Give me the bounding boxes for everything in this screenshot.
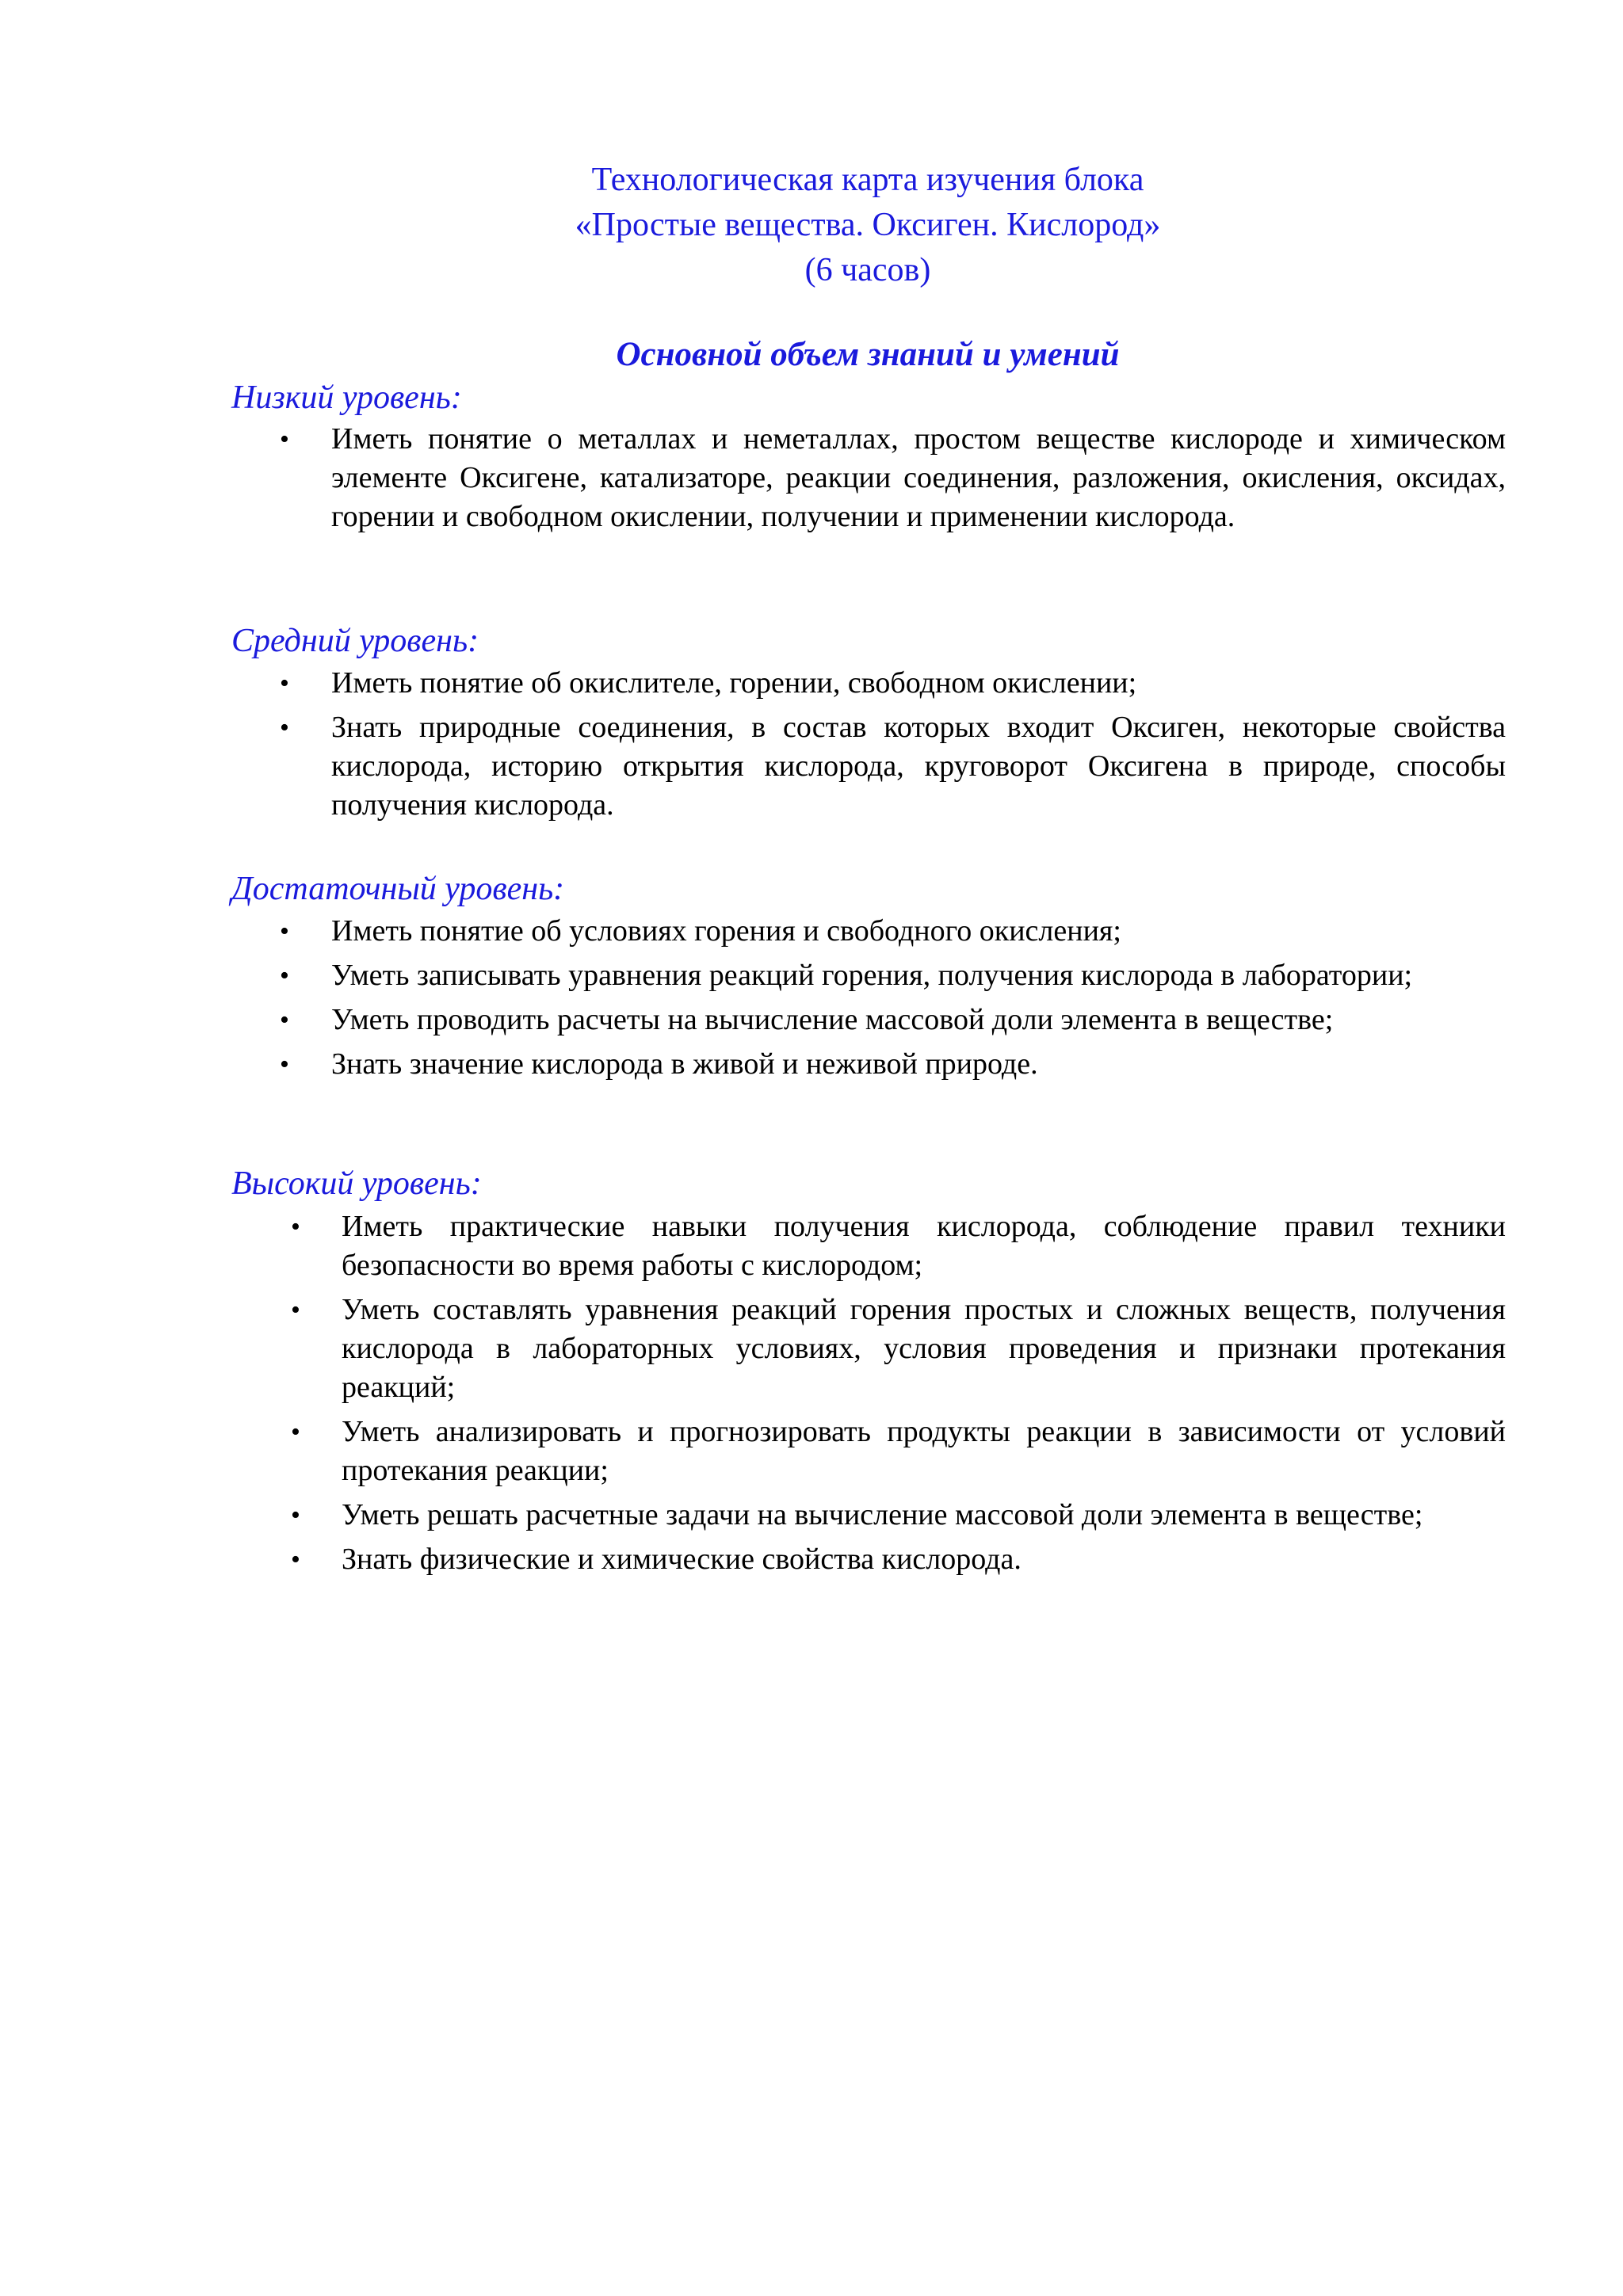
bullet-icon: • <box>291 1295 300 1325</box>
list-item <box>280 420 1506 536</box>
title-line-1: Технологическая карта изучения блока <box>591 162 1144 198</box>
bullet-icon: • <box>291 1212 300 1241</box>
list-item <box>291 1540 1506 1579</box>
bullet-icon: • <box>280 961 289 990</box>
bullet-icon: • <box>280 713 289 742</box>
list-item <box>280 912 1506 951</box>
bullet-icon: • <box>280 1005 289 1035</box>
list-item-text: Уметь анализировать и прогнозировать продукты реакции в зависимости от условий протекания реакции; <box>342 1415 1506 1487</box>
bullet-icon: • <box>291 1501 300 1530</box>
list-item <box>280 1045 1506 1084</box>
list-item-text: Иметь практические навыки получения кислорода, соблюдение правил техники безопасности во время работы с кислородом; <box>342 1210 1506 1282</box>
list-sufficient <box>0 912 1413 1084</box>
list-item <box>280 664 1506 703</box>
title-line-2: «Простые вещества. Оксиген. Кислород» <box>575 207 1161 243</box>
level-heading-low: Низкий уровень: <box>231 379 462 416</box>
list-item <box>280 708 1506 825</box>
document-title <box>0 158 1623 293</box>
section-subtitle: Основной объем знаний и умений <box>616 336 1120 373</box>
list-item <box>280 1001 1506 1039</box>
list-item <box>291 1413 1506 1490</box>
title-line-3: (6 часов) <box>804 252 931 288</box>
list-item <box>280 956 1506 995</box>
list-item <box>291 1207 1506 1285</box>
list-item-text: Иметь понятие об условиях горения и свободного окисления; <box>331 914 1121 948</box>
list-item <box>291 1496 1506 1535</box>
list-item-text: Иметь понятие о металлах и неметаллах, простом веществе кислороде и химическом элементе Оксигене, катализаторе, реакции соединения, разложения, окисления, оксидах, горении и свободном окислении, получении и применении кислорода. <box>331 422 1506 533</box>
list-item-text: Уметь проводить расчеты на вычисление массовой доли элемента в веществе; <box>331 1003 1334 1036</box>
level-heading-medium: Средний уровень: <box>231 623 479 659</box>
list-high <box>0 1207 1506 1579</box>
bullet-icon: • <box>280 917 289 946</box>
list-item-text: Знать природные соединения, в состав которых входит Оксиген, некоторые свойства кислорода, историю открытия кислорода, круговорот Оксигена в природе, способы получения кислорода. <box>331 711 1506 822</box>
list-medium <box>0 664 1506 825</box>
bullet-icon: • <box>280 425 289 454</box>
bullet-icon: • <box>291 1545 300 1574</box>
list-item <box>291 1291 1506 1407</box>
list-item-text: Уметь составлять уравнения реакций горения простых и сложных веществ, получения кислорода в лабораторных условиях, условия проведения и признаки протекания реакций; <box>342 1293 1506 1404</box>
level-heading-sufficient: Достаточный уровень: <box>231 871 565 907</box>
bullet-icon: • <box>280 669 289 698</box>
list-item-text: Иметь понятие об окислителе, горении, свободном окислении; <box>331 666 1137 700</box>
bullet-icon: • <box>291 1417 300 1447</box>
list-item-text: Уметь решать расчетные задачи на вычисление массовой доли элемента в веществе; <box>342 1498 1423 1531</box>
list-item-text: Знать значение кислорода в живой и неживой природе. <box>331 1047 1038 1081</box>
level-heading-high: Высокий уровень: <box>231 1165 482 1202</box>
list-low <box>0 420 1506 536</box>
list-item-text: Знать физические и химические свойства кислорода. <box>342 1543 1022 1576</box>
list-item-text: Уметь записывать уравнения реакций горения, получения кислорода в лаборатории; <box>331 959 1413 992</box>
bullet-icon: • <box>280 1050 289 1079</box>
